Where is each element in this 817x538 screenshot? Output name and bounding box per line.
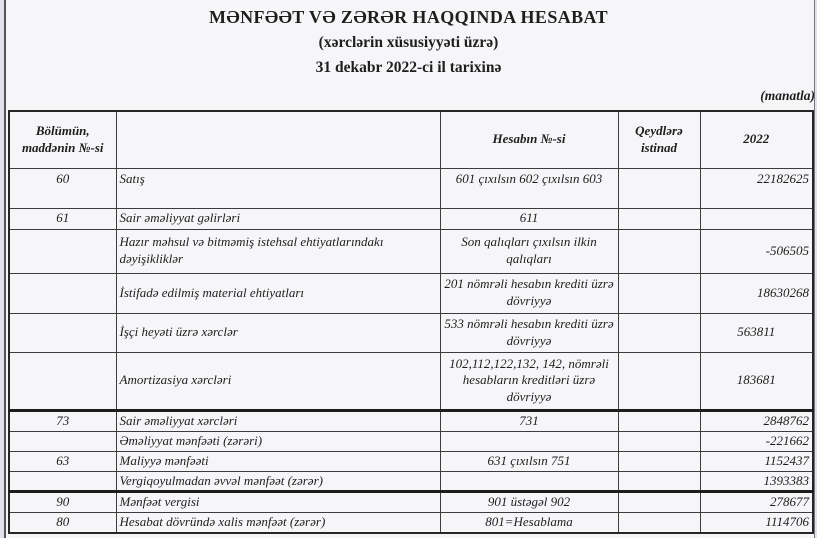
table-row <box>9 451 813 471</box>
row-notes-ref <box>618 471 700 492</box>
table-row <box>9 513 813 533</box>
header-section-no: Bölümün, maddənin №-si <box>9 111 116 168</box>
row-account-no: 731 <box>440 410 618 431</box>
table-row <box>9 313 813 352</box>
report-date-line: 31 dekabr 2022-ci il tarixinə <box>315 58 502 76</box>
table-header-row <box>9 111 813 168</box>
row-description: Əməliyyat mənfəəti (zərəri) <box>116 431 440 451</box>
row-section-no: 73 <box>9 410 116 431</box>
row-description: Mənfəət vergisi <box>116 492 440 513</box>
row-section-no: 90 <box>9 492 116 513</box>
row-section-no: 80 <box>9 513 116 533</box>
row-account-no: 631 çıxılsın 751 <box>440 451 618 471</box>
row-account-no: 533 nömrəli hesabın krediti üzrə dövriyyə <box>440 313 618 352</box>
row-description: Amortizasiya xərcləri <box>116 352 440 410</box>
row-description: Satış <box>116 168 440 208</box>
row-section-no <box>9 313 116 352</box>
row-account-no: 611 <box>440 208 618 229</box>
row-year-value: 1393383 <box>700 471 813 492</box>
table-row <box>9 492 813 513</box>
row-account-no: 901 üstəgəl 902 <box>440 492 618 513</box>
row-year-value: 1152437 <box>700 451 813 471</box>
row-notes-ref <box>618 313 700 352</box>
row-section-no: 60 <box>9 168 116 208</box>
table-row <box>9 229 813 273</box>
row-year-value: 2848762 <box>700 410 813 431</box>
row-year-value: -506505 <box>700 229 813 273</box>
row-year-value: 563811 <box>700 313 813 352</box>
row-description: Sair əməliyyat gəlirləri <box>116 208 440 229</box>
row-year-value: 1114706 <box>700 513 813 533</box>
report-title-block <box>0 6 817 77</box>
row-account-no: 102,112,122,132, 142, nömrəli hesabların kreditləri üzrə dövriyyə <box>440 352 618 410</box>
row-description: İşçi heyəti üzrə xərclər <box>116 313 440 352</box>
row-year-value: -221662 <box>700 431 813 451</box>
row-description: Vergiqoyulmadan əvvəl mənfəət (zərər) <box>116 471 440 492</box>
row-year-value <box>700 208 813 229</box>
report-subtitle: (xərclərin xüsusiyyəti üzrə) <box>318 33 499 51</box>
row-notes-ref <box>618 451 700 471</box>
row-description: Hesabat dövründə xalis mənfəət (zərər) <box>116 513 440 533</box>
row-account-no: 201 nömrəli hesabın krediti üzrə dövriyyə <box>440 273 618 313</box>
row-account-no <box>440 471 618 492</box>
row-year-value: 183681 <box>700 352 813 410</box>
row-section-no <box>9 471 116 492</box>
row-notes-ref <box>618 229 700 273</box>
row-notes-ref <box>618 410 700 431</box>
row-account-no: 801=Hesablama <box>440 513 618 533</box>
row-year-value: 22182625 <box>700 168 813 208</box>
table-row <box>9 352 813 410</box>
table-row <box>9 410 813 431</box>
row-notes-ref <box>618 513 700 533</box>
row-section-no: 63 <box>9 451 116 471</box>
table-row <box>9 471 813 492</box>
row-section-no <box>9 431 116 451</box>
row-description: Hazır məhsul və bitməmiş istehsal ehtiyatlarındakı dəyişikliklər <box>116 229 440 273</box>
row-account-no: Son qalıqları çıxılsın ilkin qalıqları <box>440 229 618 273</box>
currency-note: (manatla) <box>760 88 815 103</box>
row-account-no <box>440 431 618 451</box>
table-row <box>9 168 813 208</box>
header-year: 2022 <box>700 111 813 168</box>
report-title: MƏNFƏƏT VƏ ZƏRƏR HAQQINDA HESABAT <box>208 7 609 27</box>
page-left-edge <box>0 0 6 538</box>
table-row <box>9 208 813 229</box>
profit-loss-table <box>8 110 814 534</box>
row-description: İstifadə edilmiş material ehtiyatları <box>116 273 440 313</box>
row-description: Sair əməliyyat xərcləri <box>116 410 440 431</box>
row-notes-ref <box>618 431 700 451</box>
row-notes-ref <box>618 273 700 313</box>
row-year-value: 18630268 <box>700 273 813 313</box>
row-section-no <box>9 273 116 313</box>
row-notes-ref <box>618 208 700 229</box>
row-year-value: 278677 <box>700 492 813 513</box>
header-notes-ref: Qeydlərə istinad <box>618 111 700 168</box>
header-account-no: Hesabın №-si <box>440 111 618 168</box>
row-notes-ref <box>618 492 700 513</box>
table-row <box>9 431 813 451</box>
row-account-no: 601 çıxılsın 602 çıxılsın 603 <box>440 168 618 208</box>
row-notes-ref <box>618 352 700 410</box>
row-section-no <box>9 352 116 410</box>
header-description <box>116 111 440 168</box>
row-section-no <box>9 229 116 273</box>
table-row <box>9 273 813 313</box>
row-description: Maliyyə mənfəəti <box>116 451 440 471</box>
row-notes-ref <box>618 168 700 208</box>
row-section-no: 61 <box>9 208 116 229</box>
